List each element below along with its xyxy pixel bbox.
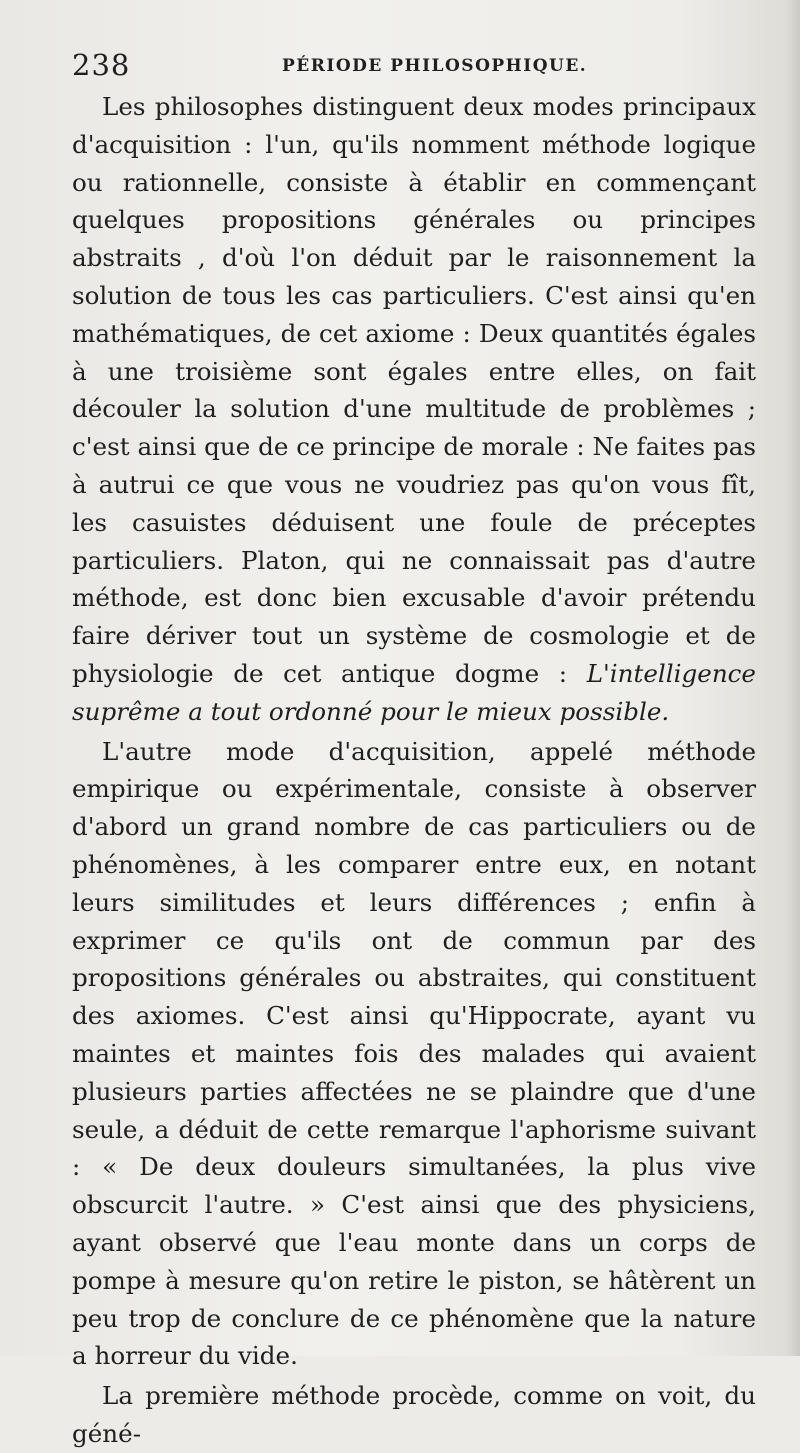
page-edge-shadow [786,0,800,1356]
running-title: PÉRIODE PHILOSOPHIQUE. [282,56,588,76]
page-number: 238 [72,48,131,82]
paragraph-logical-method [72,88,756,731]
page-header [72,48,762,82]
paragraph-text: La première méthode procède, comme on voit, du géné- [72,1381,756,1448]
paragraph-first-method [72,1377,756,1453]
body-text [72,88,756,1453]
paragraph-empirical-method [72,733,756,1376]
paragraph-text: L'autre mode d'acquisition, appelé méthode empirique ou expérimentale, consiste à observer d'abord un grand nombre de cas particuliers ou de phénomènes, à les comparer entre eux, en notant leurs similitudes et leurs différences ; enfin à exprimer ce qu'ils ont de commun par des propositions générales ou abstraites, qui constituent des axiomes. C'est ainsi qu'Hippocrate, ayant vu maintes et maintes fois des malades qui avaient plusieurs parties affectées ne se plaindre que d'une seule, a déduit de cette remarque l'aphorisme suivant : « De deux douleurs simultanées, la plus vive obscurcit l'autre. » C'est ainsi que des physiciens, ayant observé que l'eau monte dans un corps de pompe à mesure qu'on retire le piston, se hâtèrent un peu trop de conclure de ce phénomène que la nature a horreur du vide. [72,736,756,1371]
paragraph-text: Les philosophes distinguent deux modes principaux d'acquisition : l'un, qu'ils nomment méthode logique ou rationnelle, consiste à établir en commençant quelques propositions générales ou principes abstraits , d'où l'on déduit par le raisonnement la solution de tous les cas particuliers. C'est ainsi qu'en mathématiques, de cet axiome : Deux quantités égales à une troisième sont égales entre elles, on fait découler la solution d'une multitude de problèmes ; c'est ainsi que de ce principe de morale : Ne faites pas à autrui ce que vous ne voudriez pas qu'on vous fît, les casuistes déduisent une foule de préceptes particuliers. Platon, qui ne connaissait pas d'autre méthode, est donc bien excusable d'avoir prétendu faire dériver tout un système de cosmologie et de physiologie de cet antique dogme : [72,92,756,688]
paragraph-italic-quote: L'intelligence suprême a tout ordonné pour le mieux possible. [72,658,756,726]
